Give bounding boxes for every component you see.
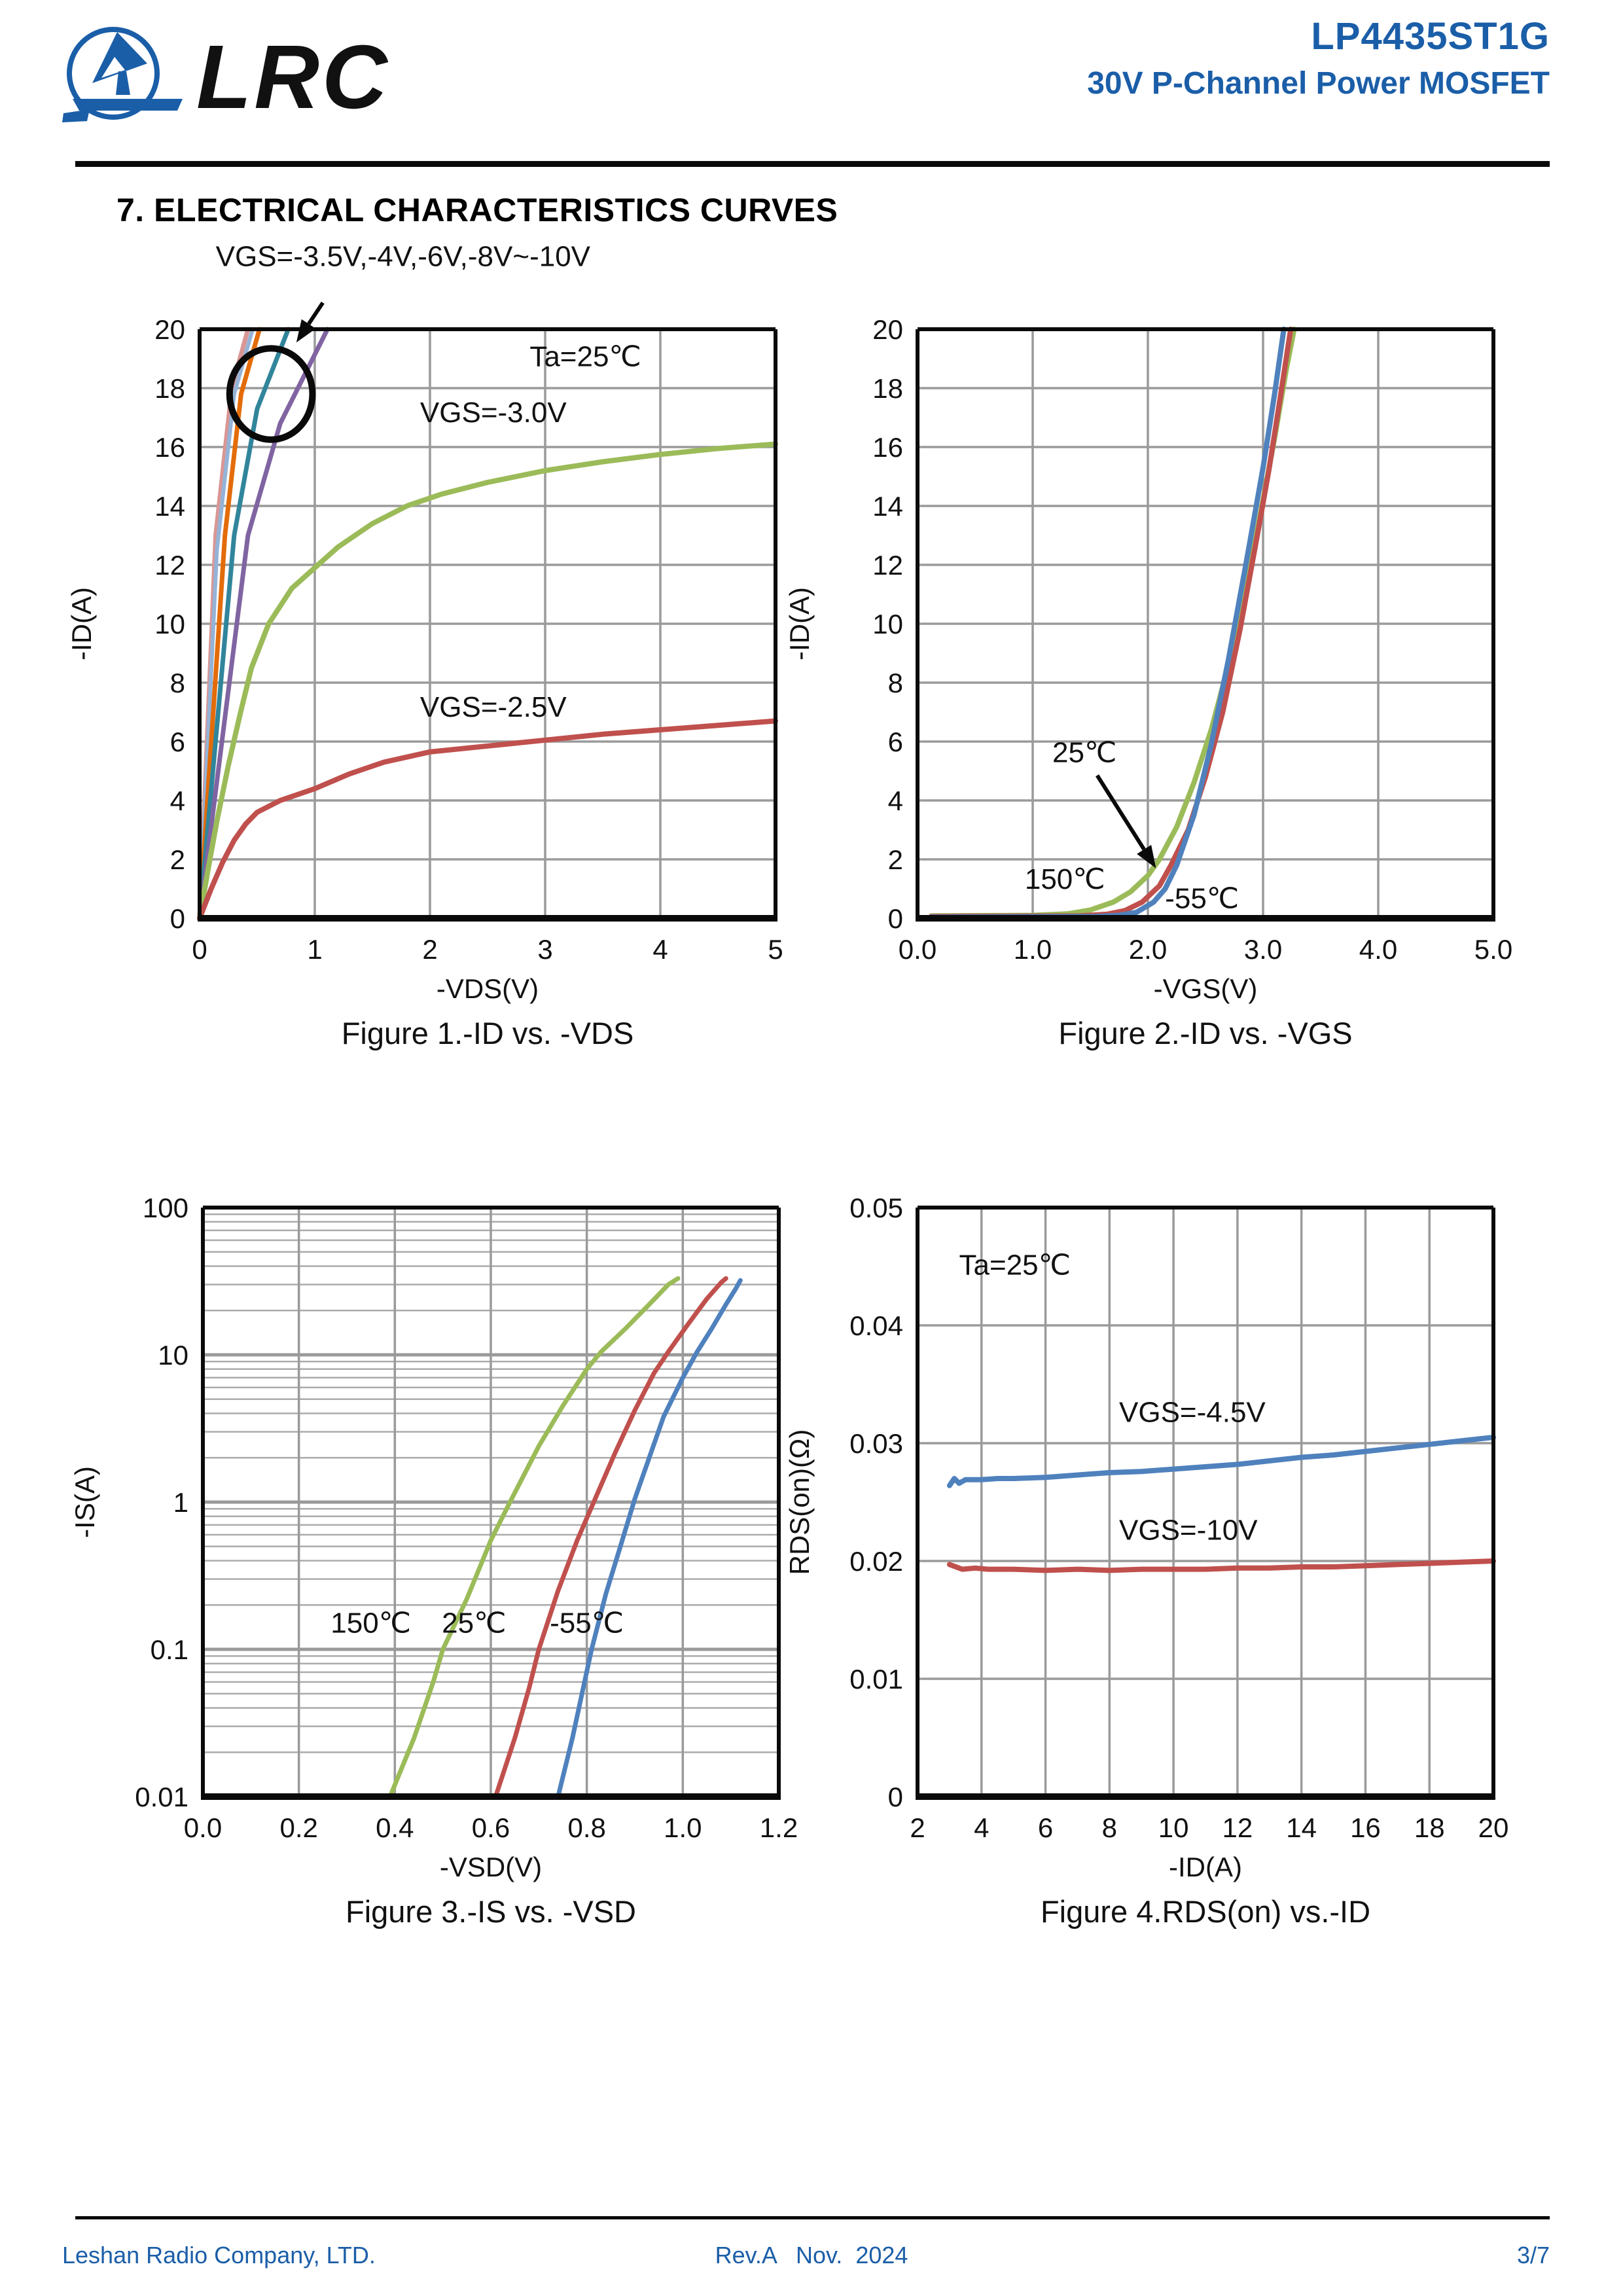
svg-text:0.0: 0.0 xyxy=(183,1812,223,1843)
svg-text:10: 10 xyxy=(872,609,903,639)
svg-text:1.0: 1.0 xyxy=(664,1812,702,1843)
svg-text:2: 2 xyxy=(169,844,185,875)
svg-text:150℃: 150℃ xyxy=(330,1607,412,1640)
svg-text:4: 4 xyxy=(169,785,185,816)
svg-text:-VGS(V): -VGS(V) xyxy=(1153,973,1258,1004)
svg-text:-ID(A): -ID(A) xyxy=(1169,1852,1242,1882)
section-heading: 7. ELECTRICAL CHARACTERISTICS CURVES xyxy=(116,192,838,228)
lrc-logo xyxy=(62,16,429,134)
svg-text:-ID(A): -ID(A) xyxy=(784,587,815,660)
svg-text:12: 12 xyxy=(872,550,903,581)
logo-text: LRC xyxy=(196,27,390,128)
svg-text:1.2: 1.2 xyxy=(759,1812,798,1843)
svg-text:0: 0 xyxy=(169,903,185,934)
svg-text:20: 20 xyxy=(154,314,185,345)
svg-text:0.2: 0.2 xyxy=(279,1812,318,1843)
svg-text:1.0: 1.0 xyxy=(1013,934,1052,965)
svg-text:6: 6 xyxy=(887,726,903,757)
footer-page-number: 3/7 xyxy=(1516,2242,1550,2269)
svg-text:RDS(on)(Ω): RDS(on)(Ω) xyxy=(784,1429,815,1575)
footer-revision: Rev.A Nov. 2024 xyxy=(715,2242,908,2269)
figure2-id-vs-vgs-chart xyxy=(767,231,1513,1069)
svg-text:4.0: 4.0 xyxy=(1359,934,1398,965)
svg-text:12: 12 xyxy=(154,550,185,581)
svg-text:VGS=-3.5V,-4V,-6V,-8V~-10V: VGS=-3.5V,-4V,-6V,-8V~-10V xyxy=(215,240,591,273)
svg-text:100: 100 xyxy=(142,1193,188,1223)
svg-text:20: 20 xyxy=(872,314,903,345)
svg-text:Figure 3.-IS vs. -VSD: Figure 3.-IS vs. -VSD xyxy=(346,1894,636,1929)
svg-text:14: 14 xyxy=(1286,1812,1317,1843)
svg-text:6: 6 xyxy=(169,726,185,757)
svg-text:Ta=25℃: Ta=25℃ xyxy=(959,1249,1071,1282)
footer-company: Leshan Radio Company, LTD. xyxy=(62,2242,376,2269)
svg-text:VGS=-4.5V: VGS=-4.5V xyxy=(1119,1396,1266,1429)
part-subtitle: 30V P-Channel Power MOSFET xyxy=(1087,66,1550,101)
svg-text:0.02: 0.02 xyxy=(849,1546,903,1577)
svg-text:2.0: 2.0 xyxy=(1128,934,1168,965)
svg-text:Figure 4.RDS(on) vs.-ID: Figure 4.RDS(on) vs.-ID xyxy=(1040,1894,1371,1929)
part-number: LP4435ST1G xyxy=(1311,15,1550,58)
svg-text:18: 18 xyxy=(154,373,185,404)
svg-text:4: 4 xyxy=(974,1812,990,1843)
svg-text:0: 0 xyxy=(887,1782,903,1812)
svg-text:3.0: 3.0 xyxy=(1243,934,1283,965)
figure3-is-vs-vsd-chart xyxy=(52,1109,798,1947)
logo-hull-icon xyxy=(73,99,183,111)
svg-text:8: 8 xyxy=(169,668,185,698)
svg-text:-ID(A): -ID(A) xyxy=(66,587,97,660)
svg-text:0.4: 0.4 xyxy=(376,1812,414,1843)
svg-text:Ta=25℃: Ta=25℃ xyxy=(529,340,641,373)
svg-text:4: 4 xyxy=(652,934,668,965)
svg-text:5.0: 5.0 xyxy=(1474,934,1513,965)
svg-text:10: 10 xyxy=(154,609,185,639)
svg-text:5: 5 xyxy=(768,934,783,965)
svg-text:Figure 1.-ID vs. -VDS: Figure 1.-ID vs. -VDS xyxy=(341,1016,634,1050)
svg-text:0.05: 0.05 xyxy=(849,1193,903,1223)
svg-text:0.0: 0.0 xyxy=(898,934,937,965)
figure4-rdson-vs-id-chart xyxy=(767,1109,1513,1947)
svg-text:0.8: 0.8 xyxy=(567,1812,606,1843)
svg-text:-55℃: -55℃ xyxy=(1165,882,1240,915)
logo-wave-icon xyxy=(62,109,90,122)
svg-text:12: 12 xyxy=(1222,1812,1253,1843)
svg-text:0.01: 0.01 xyxy=(849,1664,903,1695)
svg-text:8: 8 xyxy=(887,668,903,698)
svg-text:-VDS(V): -VDS(V) xyxy=(436,973,539,1004)
svg-text:-55℃: -55℃ xyxy=(550,1607,624,1640)
svg-text:4: 4 xyxy=(887,785,903,816)
svg-text:20: 20 xyxy=(1478,1812,1509,1843)
svg-text:10: 10 xyxy=(158,1340,188,1371)
svg-text:6: 6 xyxy=(1037,1812,1054,1843)
svg-text:3: 3 xyxy=(537,934,553,965)
svg-text:16: 16 xyxy=(1350,1812,1381,1843)
svg-text:150℃: 150℃ xyxy=(1024,863,1105,895)
svg-text:1: 1 xyxy=(173,1487,188,1518)
footer-divider xyxy=(75,2216,1550,2219)
svg-text:VGS=-3.0V: VGS=-3.0V xyxy=(419,396,567,429)
svg-text:2: 2 xyxy=(910,1812,925,1843)
svg-text:2: 2 xyxy=(887,844,903,875)
svg-text:10: 10 xyxy=(1158,1812,1189,1843)
svg-text:Figure 2.-ID vs. -VGS: Figure 2.-ID vs. -VGS xyxy=(1058,1016,1353,1050)
svg-text:0: 0 xyxy=(192,934,207,965)
svg-text:0.1: 0.1 xyxy=(150,1634,188,1665)
svg-text:8: 8 xyxy=(1101,1812,1118,1843)
svg-text:0.6: 0.6 xyxy=(471,1812,510,1843)
svg-text:VGS=-10V: VGS=-10V xyxy=(1119,1514,1258,1547)
svg-text:0: 0 xyxy=(887,903,903,934)
svg-text:16: 16 xyxy=(154,432,185,463)
svg-text:18: 18 xyxy=(872,373,903,404)
svg-text:0.04: 0.04 xyxy=(849,1310,903,1341)
svg-text:25℃: 25℃ xyxy=(1052,736,1117,769)
svg-text:0.01: 0.01 xyxy=(135,1782,188,1812)
svg-text:16: 16 xyxy=(872,432,903,463)
svg-text:14: 14 xyxy=(154,491,185,522)
svg-text:18: 18 xyxy=(1414,1812,1445,1843)
svg-text:VGS=-2.5V: VGS=-2.5V xyxy=(419,691,567,723)
header-divider xyxy=(75,161,1550,167)
svg-text:-VSD(V): -VSD(V) xyxy=(439,1852,543,1882)
svg-text:14: 14 xyxy=(872,491,903,522)
svg-text:0.03: 0.03 xyxy=(849,1428,903,1459)
svg-text:-IS(A): -IS(A) xyxy=(69,1466,100,1538)
svg-text:2: 2 xyxy=(422,934,438,965)
svg-text:25℃: 25℃ xyxy=(442,1607,507,1640)
figure1-id-vs-vds-chart xyxy=(49,231,795,1069)
svg-text:1: 1 xyxy=(307,934,323,965)
